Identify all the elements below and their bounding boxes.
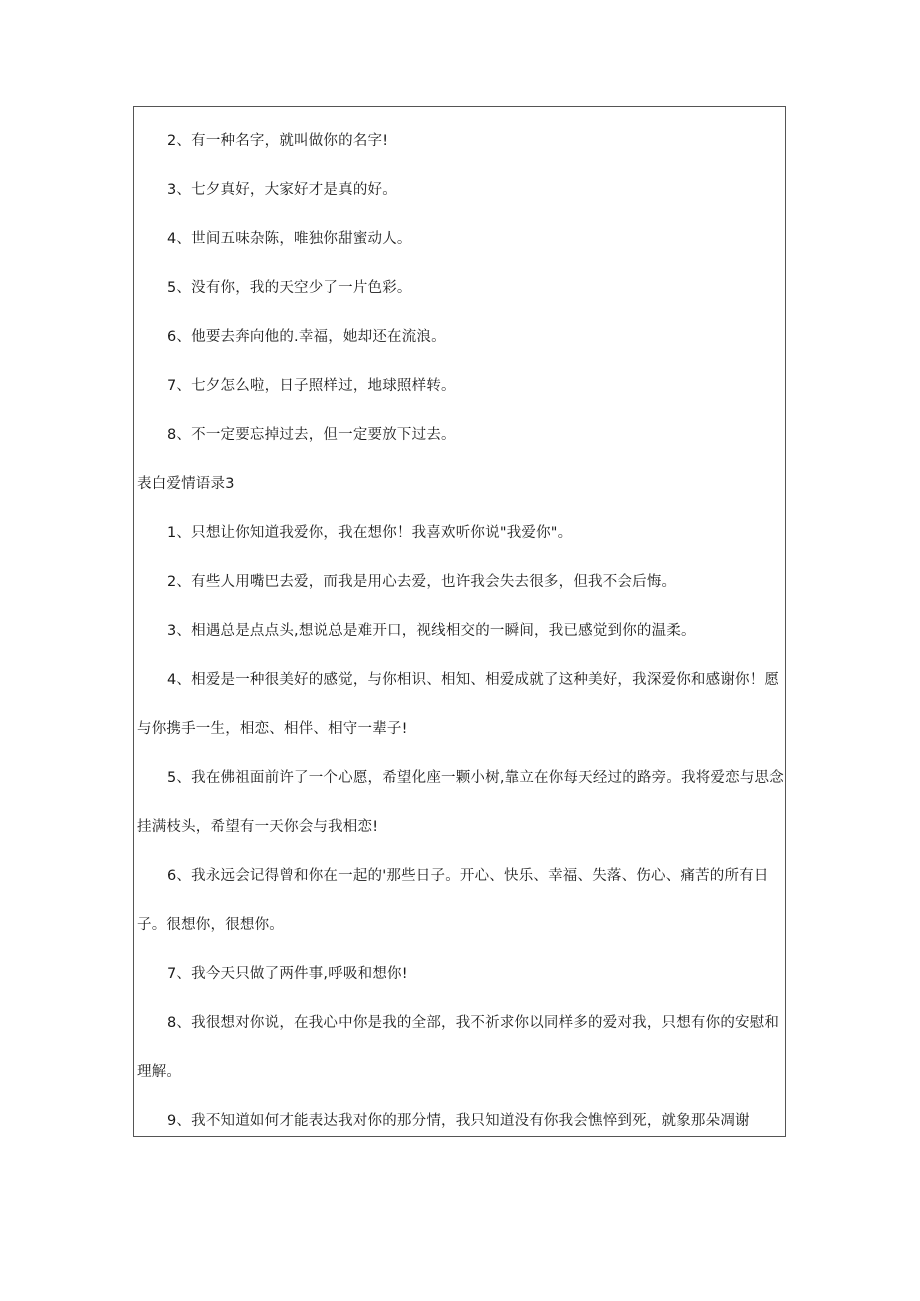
quote-line: 4、世间五味杂陈，唯独你甜蜜动人。 (167, 231, 412, 247)
quote-line-continuation: 与你携手一生，相恋、相伴、相守一辈子! (137, 721, 408, 737)
quote-line: 2、有些人用嘴巴去爱，而我是用心去爱，也许我会失去很多，但我不会后悔。 (167, 574, 677, 590)
quote-line: 9、我不知道如何才能表达我对你的那分情，我只知道没有你我会憔悴到死，就象那朵凋谢 (167, 1113, 750, 1129)
quote-line: 3、七夕真好，大家好才是真的好。 (167, 182, 397, 198)
quote-line: 2、有一种名字，就叫做你的名字! (167, 133, 389, 149)
quote-line: 5、我在佛祖面前许了一个心愿，希望化座一颗小树,靠立在你每天经过的路旁。我将爱恋与思念 (167, 770, 784, 786)
quote-line: 7、我今天只做了两件事,呼吸和想你! (167, 966, 408, 982)
quote-line-continuation: 理解。 (137, 1064, 182, 1080)
quote-line: 6、他要去奔向他的.幸福，她却还在流浪。 (167, 329, 446, 345)
quote-line: 3、相遇总是点点头,想说总是难开口，视线相交的一瞬间，我已感觉到你的温柔。 (167, 623, 696, 639)
quote-line: 4、相爱是一种很美好的感觉，与你相识、相知、相爱成就了这种美好，我深爱你和感谢你！愿 (167, 672, 780, 688)
quote-line: 5、没有你，我的天空少了一片色彩。 (167, 280, 412, 296)
quote-line: 8、不一定要忘掉过去，但一定要放下过去。 (167, 427, 456, 443)
quote-line-continuation: 子。很想你，很想你。 (137, 917, 284, 933)
quote-line: 8、我很想对你说，在我心中你是我的全部，我不祈求你以同样多的爱对我，只想有你的安慰和 (167, 1015, 780, 1031)
quote-line: 6、我永远会记得曾和你在一起的'那些日子。开心、快乐、幸福、失落、伤心、痛苦的所有日 (167, 868, 769, 884)
document-page (133, 106, 786, 1137)
quote-line-continuation: 挂满枝头，希望有一天你会与我相恋! (137, 819, 379, 835)
quote-line: 7、七夕怎么啦，日子照样过，地球照样转。 (167, 378, 456, 394)
quote-line: 1、只想让你知道我爱你，我在想你！我喜欢听你说"我爱你"。 (167, 525, 573, 541)
section-heading: 表白爱情语录3 (137, 476, 235, 492)
